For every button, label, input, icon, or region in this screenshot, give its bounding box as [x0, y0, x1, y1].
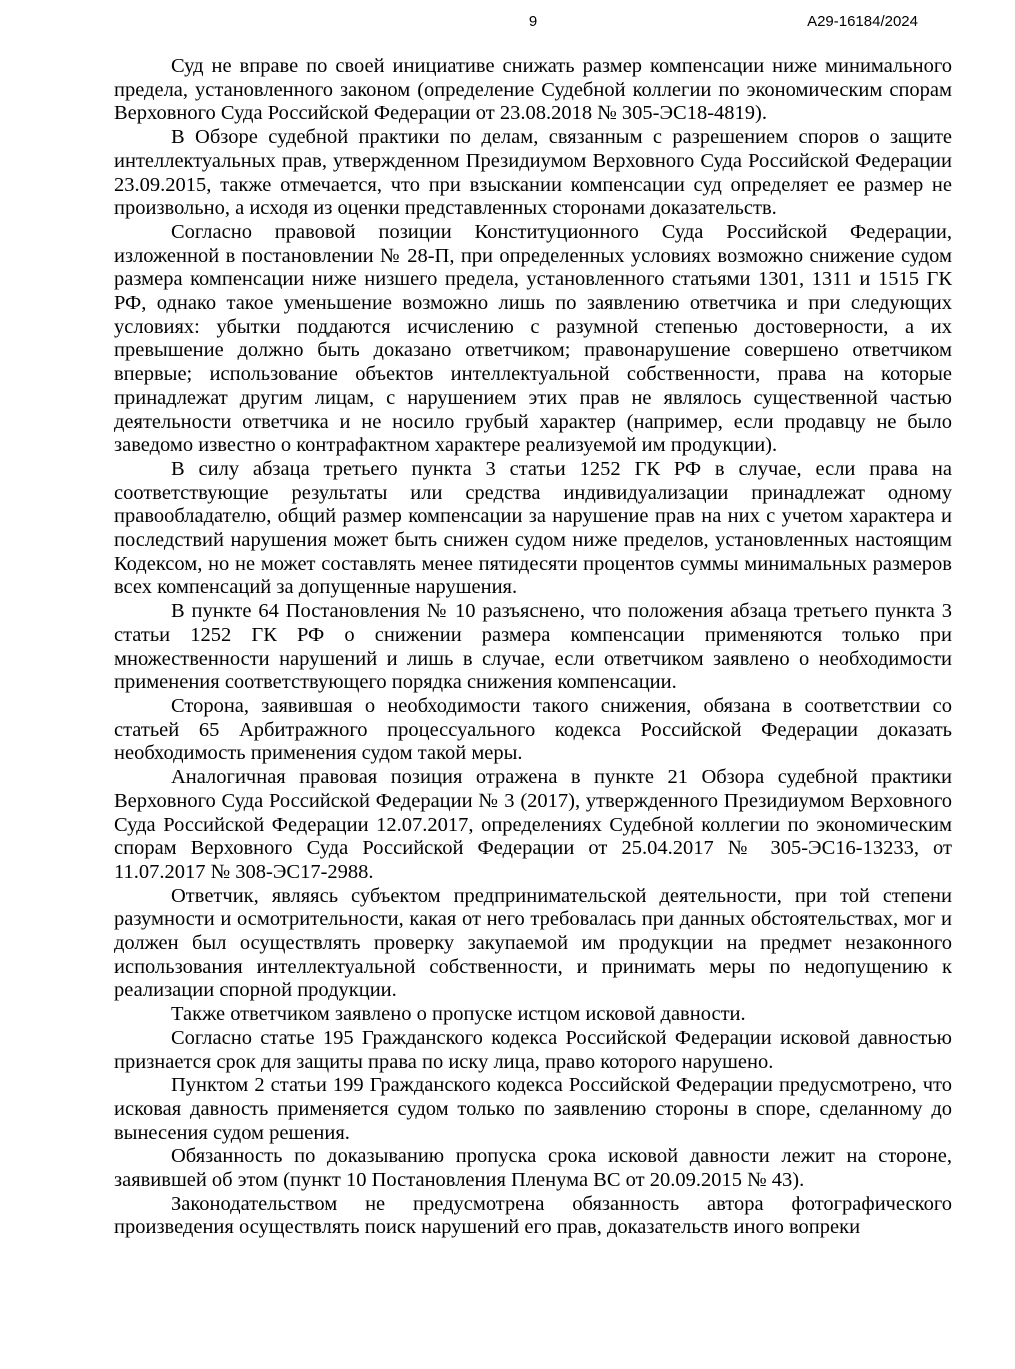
paragraph: Согласно статье 195 Гражданского кодекса Российской Федерации исковой давностью признается срок для защиты права по иску лица, право которого нарушено. — [114, 1026, 952, 1073]
paragraph: Аналогичная правовая позиция отражена в пункте 21 Обзора судебной практики Верховного Суда Российской Федерации № 3 (2017), утвержденного Президиумом Верховного Суда Российской Федерации 12.07.2017, определениях Судебной коллегии по экономическим спорам Верховного Суда Российской Федерации от 25.04.2017 № 305-ЭС16-13233, от 11.07.2017 № 308-ЭС17-2988. — [114, 766, 952, 883]
paragraph: Обязанность по доказыванию пропуска срока исковой давности лежит на стороне, заявившей об этом (пункт 10 Постановления Пленума ВС от 20.09.2015 № 43). — [114, 1145, 952, 1192]
paragraph: В Обзоре судебной практики по делам, связанным с разрешением споров о защите интеллектуальных прав, утвержденном Президиумом Верховного Суда Российской Федерации 23.09.2015, также отмечается, что при взыскании компенсации суд определяет ее размер не произвольно, а исходя из оценки представленных сторонами доказательств. — [114, 126, 952, 220]
page-header — [114, 13, 952, 35]
paragraph: В пункте 64 Постановления № 10 разъяснено, что положения абзаца третьего пункта 3 статьи 1252 ГК РФ о снижении размера компенсации применяются только при множественности нарушений и лишь в случае, если ответчиком заявлено о необходимости применения соответствующего порядка снижения компенсации. — [114, 600, 952, 694]
document-body — [114, 55, 952, 1240]
paragraph: Пунктом 2 статьи 199 Гражданского кодекса Российской Федерации предусмотрено, что исковая давность применяется судом только по заявлению стороны в споре, сделанному до вынесения судом решения. — [114, 1074, 952, 1144]
case-number: А29-16184/2024 — [807, 13, 918, 30]
paragraph: Согласно правовой позиции Конституционного Суда Российской Федерации, изложенной в постановлении № 28-П, при определенных условиях возможно снижение судом размера компенсации ниже низшего предела, установленного статьями 1301, 1311 и 1515 ГК РФ, однако такое уменьшение возможно лишь по заявлению ответчика и при следующих условиях: убытки поддаются исчислению с разумной степенью достоверности, а их превышение должно быть доказано ответчиком; правонарушение совершено ответчиком впервые; использование объектов интеллектуальной собственности, права на которые принадлежат другим лицам, с нарушением этих прав не являлось существенной частью деятельности ответчика и не носило грубый характер (например, если продавцу не было заведомо известно о контрафактном характере реализуемой им продукции). — [114, 220, 952, 457]
paragraph: Сторона, заявившая о необходимости такого снижения, обязана в соответствии со статьей 65 Арбитражного процессуального кодекса Российской Федерации доказать необходимость применения судом такой меры. — [114, 694, 952, 765]
paragraph: Законодательством не предусмотрена обязанность автора фотографического произведения осуществлять поиск нарушений его прав, доказательств иного вопреки — [114, 1192, 952, 1239]
paragraph: Ответчик, являясь субъектом предпринимательской деятельности, при той степени разумности и осмотрительности, какая от него требовалась при данных обстоятельствах, мог и должен был осуществлять проверку закупаемой им продукции на предмет незаконного использования интеллектуальной собственности, и принимать меры по недопущению к реализации спорной продукции. — [114, 884, 952, 1002]
paragraph: В силу абзаца третьего пункта 3 статьи 1252 ГК РФ в случае, если права на соответствующие результаты или средства индивидуализации принадлежат одному правообладателю, общий размер компенсации за нарушение прав на них с учетом характера и последствий нарушения может быть снижен судом ниже пределов, установленных настоящим Кодексом, но не может составлять менее пятидесяти процентов суммы минимальных размеров всех компенсаций за допущенные нарушения. — [114, 457, 952, 599]
paragraph: Также ответчиком заявлено о пропуске истцом исковой давности. — [171, 1003, 746, 1026]
paragraph: Суд не вправе по своей инициативе снижать размер компенсации ниже минимального предела, установленного законом (определение Судебной коллегии по экономическим спорам Верховного Суда Российской Федерации от 23.08.2018 № 305-ЭС18-4819). — [114, 55, 952, 125]
page-number: 9 — [528, 13, 538, 30]
